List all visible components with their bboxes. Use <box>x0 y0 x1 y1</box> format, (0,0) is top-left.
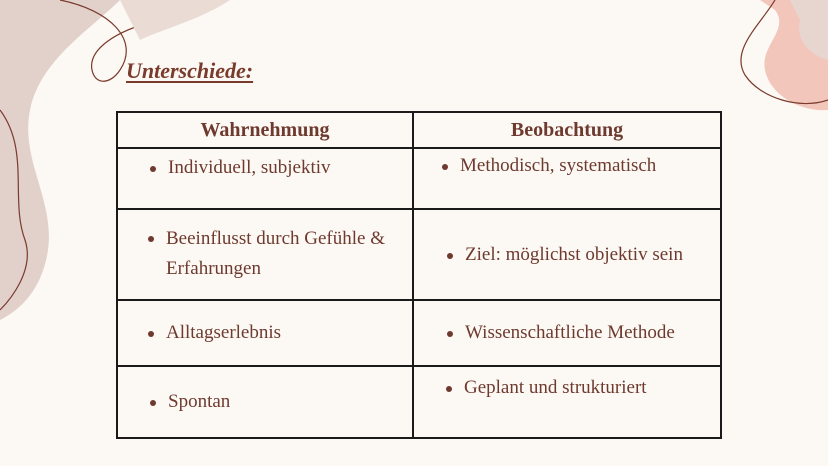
table-cell <box>117 366 413 438</box>
bullet-icon <box>148 331 154 337</box>
cell-text: Beeinflusst durch Gefühle & Erfahrungen <box>166 228 385 279</box>
table-cell <box>413 300 721 366</box>
left-blob-shape <box>0 0 120 320</box>
table-header-row <box>117 112 721 148</box>
cell-text: Geplant und strukturiert <box>464 377 647 398</box>
table-cell <box>117 209 413 300</box>
column-header-beobachtung: Beobachtung <box>413 112 721 148</box>
table-row <box>117 148 721 209</box>
bullet-icon <box>150 166 156 172</box>
cell-text: Alltagserlebnis <box>166 322 282 343</box>
table-cell <box>413 366 721 438</box>
bullet-icon <box>447 331 453 337</box>
bullet-icon <box>447 253 453 259</box>
bullet-icon <box>150 400 156 406</box>
bullet-icon <box>148 236 154 242</box>
table-cell <box>413 209 721 300</box>
cell-text: Ziel: möglichst objektiv sein <box>465 243 683 265</box>
slide-heading: Unterschiede: <box>126 58 254 83</box>
top-left-band <box>120 0 230 40</box>
table-cell <box>117 300 413 366</box>
column-header-wahrnehmung: Wahrnehmung <box>117 112 413 148</box>
table-cell <box>413 148 721 209</box>
table-row <box>117 366 721 438</box>
table-row <box>117 209 721 300</box>
cell-text: Spontan <box>168 391 231 412</box>
comparison-table <box>116 111 722 439</box>
cell-text: Wissenschaftliche Methode <box>465 322 675 343</box>
bullet-icon <box>446 386 452 392</box>
cell-text: Methodisch, systematisch <box>460 155 657 176</box>
table-row <box>117 300 721 366</box>
table-cell <box>117 148 413 209</box>
cell-text: Individuell, subjektiv <box>168 157 331 178</box>
bullet-icon <box>442 164 448 170</box>
